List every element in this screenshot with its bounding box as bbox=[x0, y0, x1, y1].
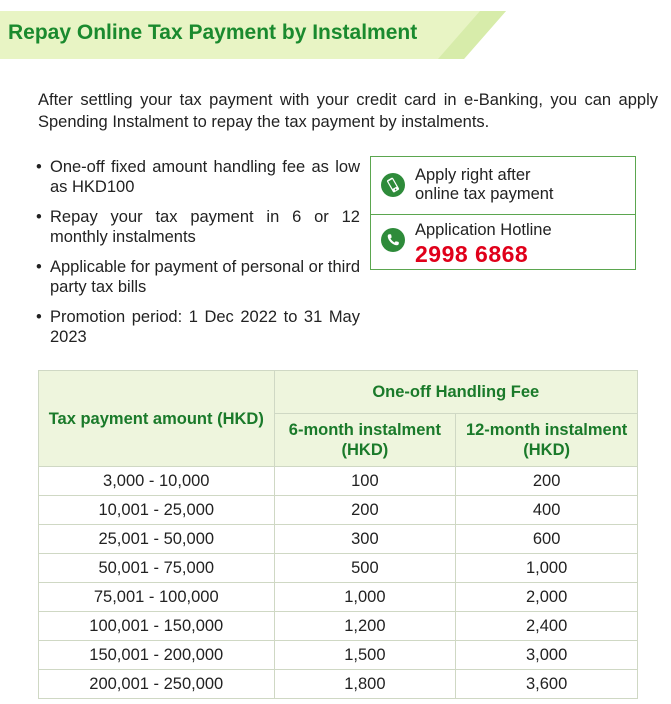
table-row bbox=[39, 583, 638, 612]
mobile-phone-icon bbox=[381, 173, 405, 197]
apply-line-2: online tax payment bbox=[415, 185, 554, 203]
table-row bbox=[39, 525, 638, 554]
list-item bbox=[36, 157, 360, 197]
amount-cell: 3,000 - 10,000 bbox=[39, 467, 275, 496]
amount-cell: 25,001 - 50,000 bbox=[39, 525, 275, 554]
list-item-text: Applicable for payment of personal or third party tax bills bbox=[50, 258, 361, 296]
apply-info-row bbox=[371, 157, 635, 214]
column-header-12-month: 12-month instalment (HKD) bbox=[456, 414, 638, 467]
amount-cell: 150,001 - 200,000 bbox=[39, 641, 275, 670]
list-item bbox=[36, 207, 360, 247]
column-header-fee-group: One-off Handling Fee bbox=[274, 371, 637, 414]
intro-paragraph: After settling your tax payment with your credit card in e-Banking, you can apply Spending Instalment to repay the tax payment by instalments. bbox=[38, 91, 658, 131]
hotline-label: Application Hotline bbox=[415, 221, 552, 239]
table-row bbox=[39, 612, 638, 641]
twelve-month-fee-cell: 2,400 bbox=[456, 612, 638, 641]
amount-cell: 100,001 - 150,000 bbox=[39, 612, 275, 641]
telephone-handset-icon bbox=[381, 228, 405, 252]
twelve-month-fee-cell: 3,000 bbox=[456, 641, 638, 670]
amount-cell: 50,001 - 75,000 bbox=[39, 554, 275, 583]
feature-list bbox=[36, 157, 360, 357]
table-row bbox=[39, 670, 638, 699]
apply-line-1: Apply right after bbox=[415, 166, 531, 184]
bullet-icon: • bbox=[36, 258, 42, 276]
column-header-6-month: 6-month instalment (HKD) bbox=[274, 414, 456, 467]
twelve-month-fee-cell: 400 bbox=[456, 496, 638, 525]
bullet-icon: • bbox=[36, 158, 42, 176]
amount-cell: 200,001 - 250,000 bbox=[39, 670, 275, 699]
amount-cell: 75,001 - 100,000 bbox=[39, 583, 275, 612]
list-item-text: One-off fixed amount handling fee as low as HKD100 bbox=[50, 158, 360, 196]
bullet-icon: • bbox=[36, 208, 42, 226]
application-info-box bbox=[370, 156, 636, 270]
six-month-fee-cell: 1,000 bbox=[274, 583, 456, 612]
twelve-month-fee-cell: 1,000 bbox=[456, 554, 638, 583]
section-banner bbox=[0, 11, 506, 59]
six-month-fee-cell: 500 bbox=[274, 554, 456, 583]
twelve-month-fee-cell: 2,000 bbox=[456, 583, 638, 612]
list-item-text: Repay your tax payment in 6 or 12 monthly instalments bbox=[50, 208, 360, 246]
handling-fee-table bbox=[38, 370, 638, 699]
table-row bbox=[39, 641, 638, 670]
six-month-fee-cell: 100 bbox=[274, 467, 456, 496]
bullet-icon: • bbox=[36, 308, 42, 326]
six-month-fee-cell: 1,200 bbox=[274, 612, 456, 641]
twelve-month-fee-cell: 600 bbox=[456, 525, 638, 554]
amount-cell: 10,001 - 25,000 bbox=[39, 496, 275, 525]
list-item-text: Promotion period: 1 Dec 2022 to 31 May 2023 bbox=[50, 308, 360, 346]
six-month-fee-cell: 300 bbox=[274, 525, 456, 554]
hotline-number[interactable]: 2998 6868 bbox=[415, 241, 529, 267]
list-item bbox=[36, 257, 360, 297]
list-item bbox=[36, 307, 360, 347]
six-month-fee-cell: 1,500 bbox=[274, 641, 456, 670]
twelve-month-fee-cell: 200 bbox=[456, 467, 638, 496]
table-row bbox=[39, 554, 638, 583]
table-row bbox=[39, 496, 638, 525]
six-month-fee-cell: 200 bbox=[274, 496, 456, 525]
table-row bbox=[39, 467, 638, 496]
hotline-info-row bbox=[371, 215, 635, 271]
six-month-fee-cell: 1,800 bbox=[274, 670, 456, 699]
twelve-month-fee-cell: 3,600 bbox=[456, 670, 638, 699]
page-title: Repay Online Tax Payment by Instalment bbox=[8, 21, 418, 44]
column-header-amount: Tax payment amount (HKD) bbox=[39, 371, 275, 467]
